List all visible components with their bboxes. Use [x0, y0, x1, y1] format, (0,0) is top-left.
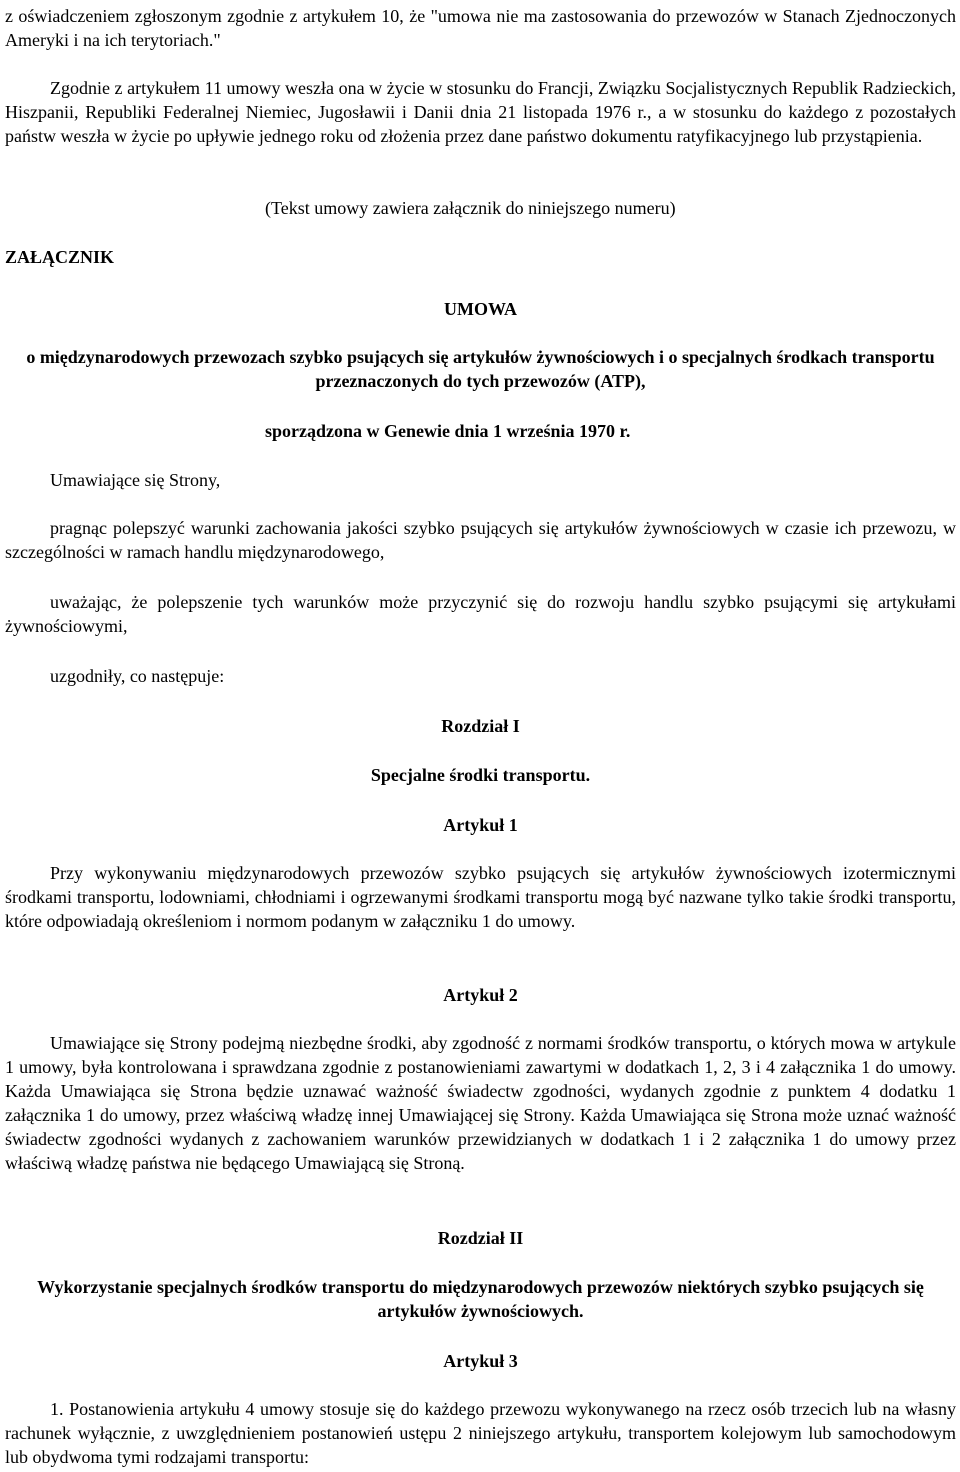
- chapter-1-title: Specjalne środki transportu.: [370, 765, 591, 785]
- agreement-place-date: sporządzona w Genewie dnia 1 września 1970 r.: [265, 421, 631, 441]
- annex-note: (Tekst umowy zawiera załącznik do niniejszego numeru): [265, 198, 676, 218]
- paragraph-intro-tail: z oświadczeniem zgłoszonym zgodnie z artykułem 10, że "umowa nie ma zastosowania do przewozów w Stanach Zjednoczonych Ameryki i na ich terytoriach.": [5, 6, 956, 50]
- preamble-paragraph-1: pragnąc polepszyć warunki zachowania jakości szybko psujących się artykułów żywnościowych w czasie ich przewozu, w szczególności w ramach handlu międzynarodowego,: [5, 518, 956, 562]
- preamble-paragraph-2: uważając, że polepszenie tych warunków może przyczynić się do rozwoju handlu szybko psującymi się artykułami żywnościowymi,: [5, 592, 956, 636]
- article-3-text: 1. Postanowienia artykułu 4 umowy stosuje się do każdego przewozu wykonywanego na rzecz osób trzecich lub na własny rachunek wyłącznie, z uwzględnieniem postanowień ustępu 2 niniejszego artykułu, transportem kolejowym lub samochodowym lub obydwoma tymi rodzajami transportu:: [5, 1399, 956, 1467]
- article-3-heading: Artykuł 3: [443, 1351, 518, 1371]
- chapter-2-title: Wykorzystanie specjalnych środków transportu do międzynarodowych przewozów niektórych szybko psujących się artykułów żywnościowych.: [37, 1277, 924, 1321]
- paragraph-entry-into-force: Zgodnie z artykułem 11 umowy weszła ona w życie w stosunku do Francji, Związku Socjalistycznych Republik Radzieckich, Hiszpanii, Republiki Federalnej Niemiec, Jugosławii i Danii dnia 21 listopada 1976 r., a w stosunku do każdego z pozostałych państw weszła w życie po upływie jednego roku od złożenia przez dane państwo dokumentu ratyfikacyjnego lub przystąpienia.: [5, 78, 956, 146]
- annex-heading: ZAŁĄCZNIK: [5, 247, 115, 267]
- article-1-text: Przy wykonywaniu międzynarodowych przewozów szybko psujących się artykułów żywnościowych izotermicznymi środkami transportu, lodowniami, chłodniami i ogrzewanymi środkami transportu mogą być nazwane tylko takie środki transportu, które odpowiadają określeniom i normom podanym w załączniku 1 do umowy.: [5, 863, 956, 931]
- article-2-text: Umawiające się Strony podejmą niezbędne środki, aby zgodność z normami środków transportu, o których mowa w artykule 1 umowy, była kontrolowana i sprawdzana zgodnie z postanowieniami zawartymi w dodatkach 1, 2, 3 i 4 załącznika 1 do umowy. Każda Umawiająca się Strona będzie uznawać ważność świadectw zgodności, wydanych zgodnie z punktem 4 dodatku 1 załącznika 1 do umowy, przez właściwą władzę innej Umawiającej się Strony. Każda Umawiająca się Strona może uznać ważność świadectw zgodności wydanych z zachowaniem warunków przewidzianych w dodatkach 1 i 2 załącznika 1 do umowy przez właściwą władzę państwa nie będącego Umawiającą się Stroną.: [5, 1033, 956, 1173]
- agreement-title: o międzynarodowych przewozach szybko psujących się artykułów żywnościowych i o specjalnych środkach transportu przeznaczonych do tych przewozów (ATP),: [26, 347, 935, 391]
- article-2-heading: Artykuł 2: [443, 985, 518, 1005]
- preamble-paragraph-3: uzgodniły, co następuje:: [50, 666, 225, 686]
- agreement-heading: UMOWA: [444, 299, 517, 319]
- chapter-2-heading: Rozdział II: [437, 1228, 524, 1248]
- article-1-heading: Artykuł 1: [443, 815, 518, 835]
- parties-intro: Umawiające się Strony,: [50, 470, 221, 490]
- chapter-1-heading: Rozdział I: [441, 716, 520, 736]
